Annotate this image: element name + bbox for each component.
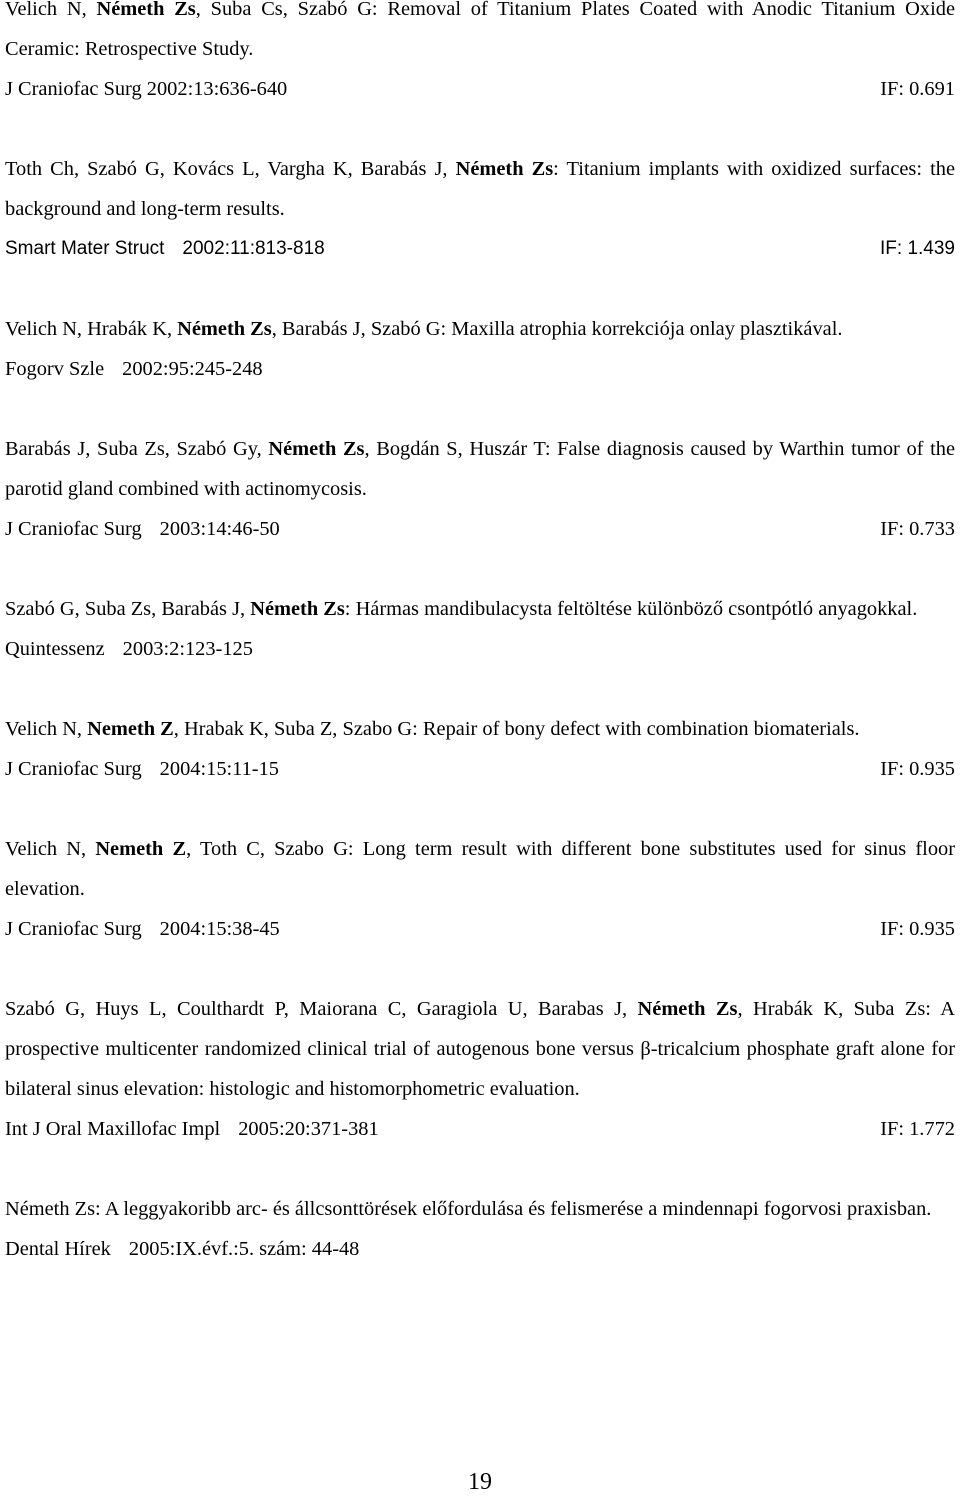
reference-entry-4	[5, 429, 955, 549]
highlighted-author: Németh Zs	[268, 438, 365, 460]
journal-line	[5, 229, 955, 269]
journal-line	[5, 69, 955, 109]
page-number: 19	[468, 1469, 492, 1495]
authors-after: :	[553, 158, 567, 180]
reference-entry-5	[5, 589, 955, 669]
authors-after: , Suba Cs, Szabó G:	[195, 0, 388, 20]
journal-name: Int J Oral Maxillofac Impl	[5, 1118, 221, 1140]
article-title: Hármas mandibulacysta feltöltése különböző csontpótló anyagokkal.	[355, 598, 918, 620]
impact-factor: IF: 1.439	[880, 238, 955, 259]
reference-list	[5, 0, 955, 1269]
journal-name: Quintessenz	[5, 638, 105, 660]
authors-before: Németh Zs:	[5, 1198, 105, 1220]
article-title: False diagnosis caused by Warthin tumor of the parotid gland combined with actinomycosis.	[5, 438, 955, 500]
authors-before: Szabó G, Suba Zs, Barabás J,	[5, 598, 251, 620]
citation-ref: 2005:20:371-381	[238, 1118, 379, 1140]
authors-after: , Bogdán S, Huszár T:	[364, 438, 558, 460]
reference-entry-2	[5, 149, 955, 269]
journal-line	[5, 749, 955, 789]
highlighted-author: Németh Zs	[177, 318, 272, 340]
authors-before: Szabó G, Huys L, Coulthardt P, Maiorana C, Garagiola U, Barabas J,	[5, 998, 638, 1020]
journal-line	[5, 629, 955, 669]
journal-name: Smart Mater Struct	[5, 238, 165, 259]
reference-entry-3	[5, 309, 955, 389]
journal-line	[5, 509, 955, 549]
article-title: Long term result with different bone substitutes used for sinus floor elevation.	[5, 838, 956, 900]
article-title: Removal of Titanium Plates Coated with Anodic Titanium Oxide Ceramic: Retrospective Study.	[5, 0, 956, 60]
reference-text	[5, 1189, 955, 1229]
authors-before: Barabás J, Suba Zs, Szabó Gy,	[5, 438, 269, 460]
journal-line	[5, 1229, 955, 1269]
highlighted-author: Nemeth Z	[95, 838, 187, 860]
article-title: A leggyakoribb arc- és állcsonttörések előfordulása és felismerése a mindennapi fogorvosi praxisban.	[104, 1198, 932, 1220]
citation-ref: 2002:95:245-248	[122, 358, 263, 380]
journal-line	[5, 909, 955, 949]
citation-ref: 2004:15:38-45	[159, 918, 280, 940]
authors-before: Velich N,	[5, 718, 88, 740]
reference-text	[5, 709, 955, 749]
journal-name: J Craniofac Surg	[5, 758, 142, 780]
authors-after: , Hrabák K, Suba Zs:	[737, 998, 941, 1020]
journal-line	[5, 349, 955, 389]
authors-after: :	[344, 598, 356, 620]
reference-text	[5, 429, 955, 509]
highlighted-author: Nemeth Z	[87, 718, 174, 740]
highlighted-author: Németh Zs	[250, 598, 345, 620]
journal-line	[5, 1109, 955, 1149]
citation-ref: 2002:13:636-640	[146, 78, 288, 100]
citation-ref: 2005:IX.évf.:5. szám: 44-48	[128, 1238, 360, 1260]
reference-entry-6	[5, 709, 955, 789]
authors-after: , Barabás J, Szabó G:	[271, 318, 452, 340]
reference-entry-1	[5, 0, 955, 109]
authors-before: Toth Ch, Szabó G, Kovács L, Vargha K, Barabás J,	[5, 158, 456, 180]
impact-factor: IF: 1.772	[880, 1118, 955, 1140]
reference-text	[5, 829, 955, 909]
journal-name: Fogorv Szle	[5, 358, 105, 380]
journal-name: J Craniofac Surg	[5, 78, 142, 100]
article-title: Maxilla atrophia korrekciója onlay plasztikával.	[451, 318, 843, 340]
impact-factor: IF: 0.935	[880, 758, 955, 780]
impact-factor: IF: 0.733	[880, 518, 955, 540]
reference-text	[5, 989, 955, 1109]
citation-ref: 2002:11:813-818	[182, 238, 325, 259]
reference-entry-9	[5, 1189, 955, 1269]
highlighted-author: Németh Zs	[96, 0, 196, 20]
article-title: A prospective multicenter randomized clinical trial of autogenous bone versus β-tricalcium phosphate graft alone for bilateral sinus elevation: histologic and histomorphometric evaluation.	[5, 998, 955, 1100]
journal-name: J Craniofac Surg	[5, 918, 142, 940]
citation-ref: 2003:2:123-125	[122, 638, 253, 660]
reference-text	[5, 309, 955, 349]
highlighted-author: Németh Zs	[455, 158, 554, 180]
journal-citation	[5, 69, 287, 109]
journal-name: Dental Hírek	[5, 1238, 111, 1260]
reference-text	[5, 149, 955, 229]
impact-factor: IF: 0.691	[880, 78, 955, 100]
reference-entry-7	[5, 829, 955, 949]
citation-ref: 2004:15:11-15	[159, 758, 279, 780]
authors-before: Velich N,	[5, 838, 96, 860]
reference-entry-8	[5, 989, 955, 1149]
reference-text	[5, 0, 955, 69]
reference-text	[5, 589, 955, 629]
journal-name: J Craniofac Surg	[5, 518, 142, 540]
highlighted-author: Németh Zs	[637, 998, 738, 1020]
authors-before: Velich N,	[5, 0, 97, 20]
article-title: Repair of bony defect with combination biomaterials.	[422, 718, 860, 740]
authors-before: Velich N, Hrabák K,	[5, 318, 178, 340]
citation-ref: 2003:14:46-50	[159, 518, 280, 540]
authors-after: , Toth C, Szabo G:	[186, 838, 363, 860]
article-title: Titanium implants with oxidized surfaces: the background and long-term results.	[5, 158, 956, 220]
impact-factor: IF: 0.935	[880, 918, 955, 940]
authors-after: , Hrabak K, Suba Z, Szabo G:	[173, 718, 423, 740]
